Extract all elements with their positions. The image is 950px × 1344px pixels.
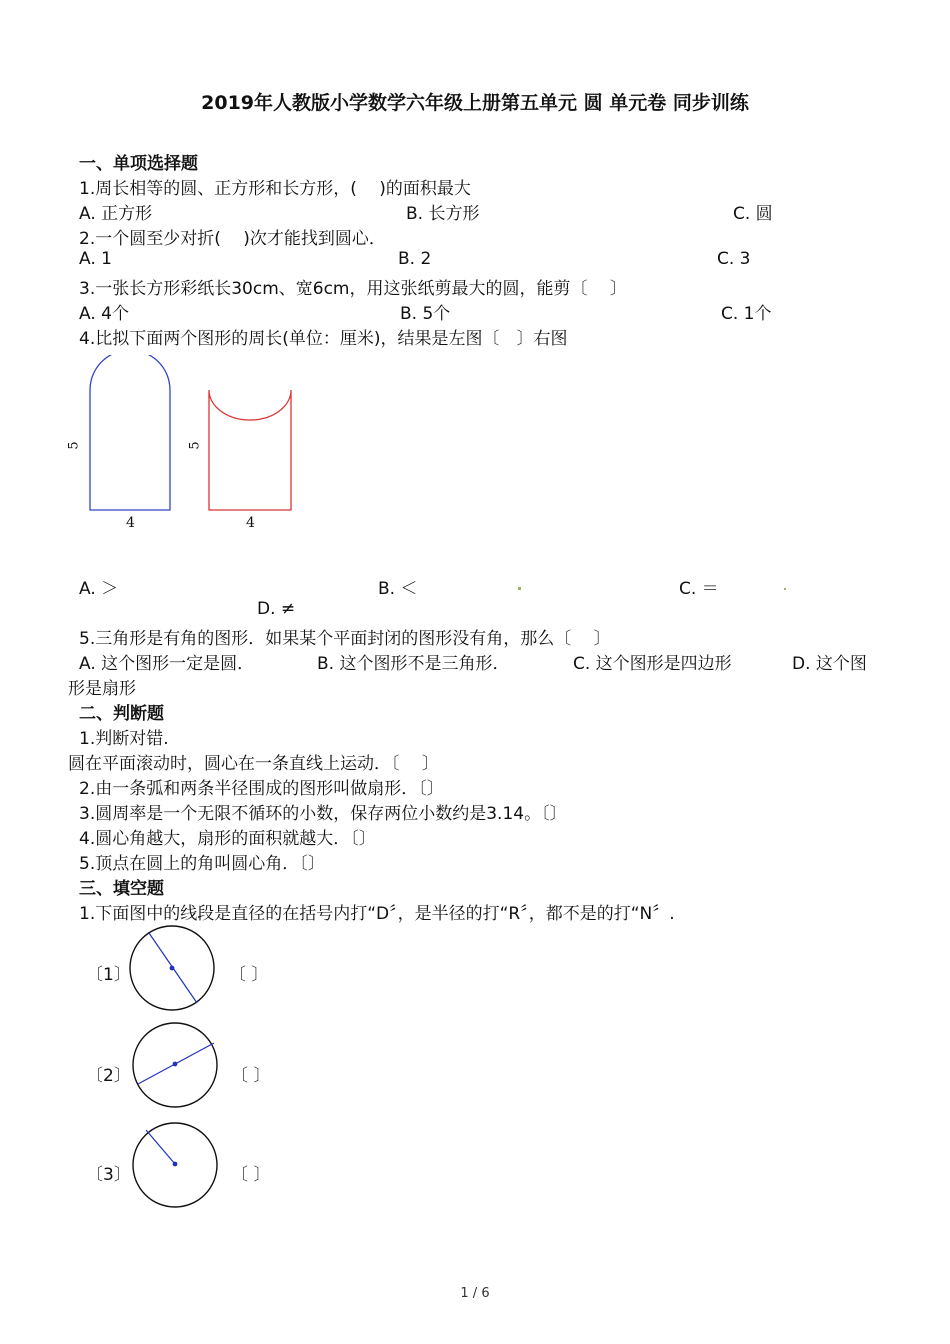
judge-q5-statement: 5.顶点在圆上的角叫圆心角．〔〕 (79, 854, 325, 874)
section-heading-fill-in: 三、填空题 (79, 879, 164, 899)
section-heading-true-false: 二、判断题 (79, 704, 164, 724)
stray-mark (784, 588, 786, 590)
circle-3-label: 〔3〕 (86, 1165, 131, 1185)
mc-q5-option-b[interactable]: B. 这个图形不是三角形． (317, 654, 510, 674)
stray-mark (518, 587, 521, 590)
right-figure-notch-shape (209, 390, 291, 510)
section-heading-multiple-choice: 一、单项选择题 (79, 154, 198, 174)
fill-q1-text: 1.下面图中的线段是直径的在括号内打“D〞，是半径的打“R〞，都不是的打“N〞. (79, 904, 675, 924)
judge-q3-statement: 3.圆周率是一个无限不循环的小数，保存两位小数约是3.14。〔〕 (79, 804, 567, 824)
mc-q4-option-b[interactable]: B. ＜ (378, 579, 418, 599)
mc-q5-option-c[interactable]: C. 这个图形是四边形 (573, 654, 732, 674)
mc-q1-option-b[interactable]: B. 长方形 (406, 204, 480, 224)
mc-q5-option-a[interactable]: A. 这个图形一定是圆． (79, 654, 255, 674)
circle-3-figure (128, 1120, 223, 1215)
mc-q2-option-c[interactable]: C. 3 (717, 249, 751, 269)
mc-q1-option-a[interactable]: A. 正方形 (79, 204, 153, 224)
circle-2-answer-blank[interactable]: 〔 〕 (231, 1066, 271, 1086)
q4-figures (60, 355, 310, 540)
right-figure-height-label: 5 (187, 441, 203, 450)
circle-1-answer-blank[interactable]: 〔 〕 (229, 965, 269, 985)
mc-q4-option-d[interactable]: D. ≠ (257, 599, 296, 619)
left-figure-width-label: 4 (126, 515, 135, 531)
page-title: 2019年人教版小学数学六年级上册第五单元 圆 单元卷 同步训练 (201, 92, 749, 114)
left-figure-height-label: 5 (66, 441, 82, 450)
mc-q2-text: 2.一个圆至少对折( )次才能找到圆心． (79, 229, 386, 249)
circle-1-center-dot (170, 966, 175, 971)
right-figure-width-label: 4 (246, 515, 255, 531)
circle-2-figure (128, 1020, 223, 1115)
circle-2-label: 〔2〕 (86, 1066, 131, 1086)
circle-3-answer-blank[interactable]: 〔 〕 (231, 1165, 271, 1185)
judge-q2-statement: 2.由一条弧和两条半径围成的图形叫做扇形．〔〕 (79, 779, 444, 799)
circle-3-center-dot (173, 1162, 178, 1167)
circle-2-center-dot (173, 1062, 178, 1067)
mc-q2-option-a[interactable]: A. 1 (79, 249, 112, 269)
circle-3-segment (146, 1130, 175, 1164)
circle-1-figure (125, 923, 220, 1018)
judge-q1-statement: 圆在平面滚动时，圆心在一条直线上运动．〔 〕 (68, 754, 439, 774)
circle-1-label: 〔1〕 (86, 965, 131, 985)
mc-q3-option-a[interactable]: A. 4个 (79, 304, 129, 324)
judge-q1-intro: 1.判断对错. (79, 729, 169, 749)
mc-q5-text: 5.三角形是有角的图形．如果某个平面封闭的图形没有角，那么〔 〕 (79, 629, 611, 649)
mc-q4-option-a[interactable]: A. ＞ (79, 579, 119, 599)
mc-q3-text: 3.一张长方形彩纸长30cm、宽6cm，用这张纸剪最大的圆，能剪〔 〕 (79, 279, 627, 299)
mc-q3-option-b[interactable]: B. 5个 (400, 304, 451, 324)
mc-q2-option-b[interactable]: B. 2 (398, 249, 432, 269)
mc-q1-option-c[interactable]: C. 圆 (733, 204, 773, 224)
mc-q5-option-d-continued: 形是扇形 (68, 679, 136, 699)
judge-q4-statement: 4.圆心角越大，扇形的面积就越大．〔〕 (79, 829, 376, 849)
mc-q1-text: 1.周长相等的圆、正方形和长方形，( )的面积最大 (79, 179, 471, 199)
mc-q5-option-d[interactable]: D. 这个图 (792, 654, 867, 674)
mc-q4-option-c[interactable]: C. ＝ (679, 579, 719, 599)
mc-q3-option-c[interactable]: C. 1个 (721, 304, 772, 324)
mc-q4-text: 4.比拟下面两个图形的周长(单位：厘米)，结果是左图〔 〕右图 (79, 329, 568, 349)
page-number: 1 / 6 (460, 1286, 490, 1301)
left-figure-arch-shape (90, 355, 170, 510)
